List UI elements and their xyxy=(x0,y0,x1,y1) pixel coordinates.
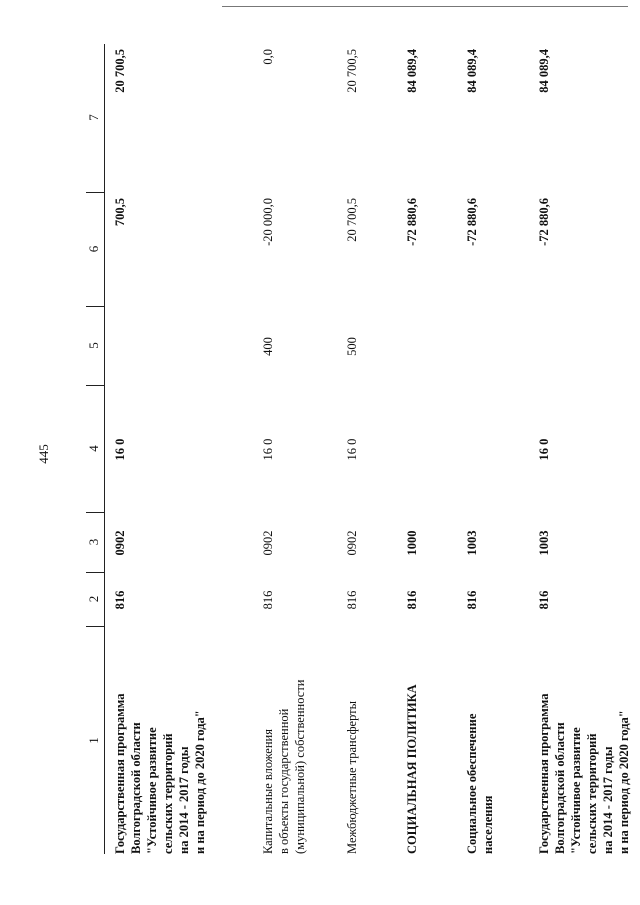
cell-c2: 816 xyxy=(113,590,127,610)
row-name-line: и на период до 2020 года" xyxy=(617,710,631,854)
row-name-line: "Устойчивое развитие xyxy=(569,727,583,854)
row-name xyxy=(464,634,496,854)
cell-c6: 700,5 xyxy=(113,198,127,227)
top-rule xyxy=(222,6,628,7)
row-name-line: и на период до 2020 года" xyxy=(193,710,207,854)
row-name-line: Волгоградской области xyxy=(129,722,143,854)
cell-c6: -72 880,6 xyxy=(405,198,419,246)
header-rule xyxy=(104,44,105,854)
cell-c7: 20 700,5 xyxy=(113,49,127,93)
cell-c2: 816 xyxy=(345,590,359,610)
cell-c6: -72 880,6 xyxy=(537,198,551,246)
cell-c3: 1000 xyxy=(405,530,419,556)
row-name-line: (муниципальной) собственности xyxy=(293,679,307,854)
row-name-line: Государственная программа xyxy=(537,693,551,854)
header-cell-1: 1 xyxy=(86,737,101,744)
header-cell-3: 3 xyxy=(86,512,104,573)
cell-c3: 1003 xyxy=(537,530,551,556)
cell-c2: 816 xyxy=(405,590,419,610)
row-name-line: Волгоградской области xyxy=(553,722,567,854)
row-name xyxy=(260,634,308,854)
cell-c6: -20 000,0 xyxy=(261,198,275,246)
row-name xyxy=(536,634,632,854)
cell-c4: 16 0 xyxy=(537,438,551,461)
row-name-line: в объекты государственной xyxy=(277,708,291,854)
row-name-line: на 2014 - 2017 годы xyxy=(601,746,615,854)
header-cell-7: 7 xyxy=(86,43,104,193)
row-name xyxy=(404,634,420,854)
cell-c5: 500 xyxy=(345,337,359,356)
cell-c4: 16 0 xyxy=(345,438,359,461)
cell-c7: 84 089,4 xyxy=(465,49,479,93)
cell-c4: 16 0 xyxy=(113,438,127,461)
header-cell-4: 4 xyxy=(86,385,104,513)
page-number: 445 xyxy=(36,444,51,464)
row-name-line: Межбюджетные трансферты xyxy=(345,700,359,854)
cell-c5: 400 xyxy=(261,337,275,356)
cell-c3: 0902 xyxy=(345,530,359,556)
cell-c6: -72 880,6 xyxy=(465,198,479,246)
row-name xyxy=(112,634,208,854)
cell-c7: 20 700,5 xyxy=(345,49,359,93)
cell-c2: 816 xyxy=(465,590,479,610)
cell-c7: 84 089,4 xyxy=(405,49,419,93)
row-name-line: Капитальные вложения xyxy=(261,729,275,854)
row-name-line: населения xyxy=(481,795,495,854)
cell-c7: 0,0 xyxy=(261,49,275,65)
cell-c3: 1003 xyxy=(465,530,479,556)
cell-c2: 816 xyxy=(537,590,551,610)
row-name-line: на 2014 - 2017 годы xyxy=(177,746,191,854)
row-name-line: сельских территорий xyxy=(161,733,175,854)
row-name-line: сельских территорий xyxy=(585,733,599,854)
cell-c4: 16 0 xyxy=(261,438,275,461)
row-name-line: СОЦИАЛЬНАЯ ПОЛИТИКА xyxy=(405,684,419,854)
header-cell-2: 2 xyxy=(86,572,104,627)
row-name-line: "Устойчивое развитие xyxy=(145,727,159,854)
header-cell-6: 6 xyxy=(86,192,104,307)
row-name-line: Государственная программа xyxy=(113,693,127,854)
cell-c3: 0902 xyxy=(261,530,275,556)
cell-c3: 0902 xyxy=(113,530,127,556)
row-name-line: Социальное обеспечение xyxy=(465,713,479,854)
cell-c2: 816 xyxy=(261,590,275,610)
cell-c7: 84 089,4 xyxy=(537,49,551,93)
cell-c6: 20 700,5 xyxy=(345,198,359,242)
row-name xyxy=(344,634,360,854)
rotated-page xyxy=(84,44,640,854)
budget-table xyxy=(84,44,640,854)
header-cell-5: 5 xyxy=(86,306,104,386)
